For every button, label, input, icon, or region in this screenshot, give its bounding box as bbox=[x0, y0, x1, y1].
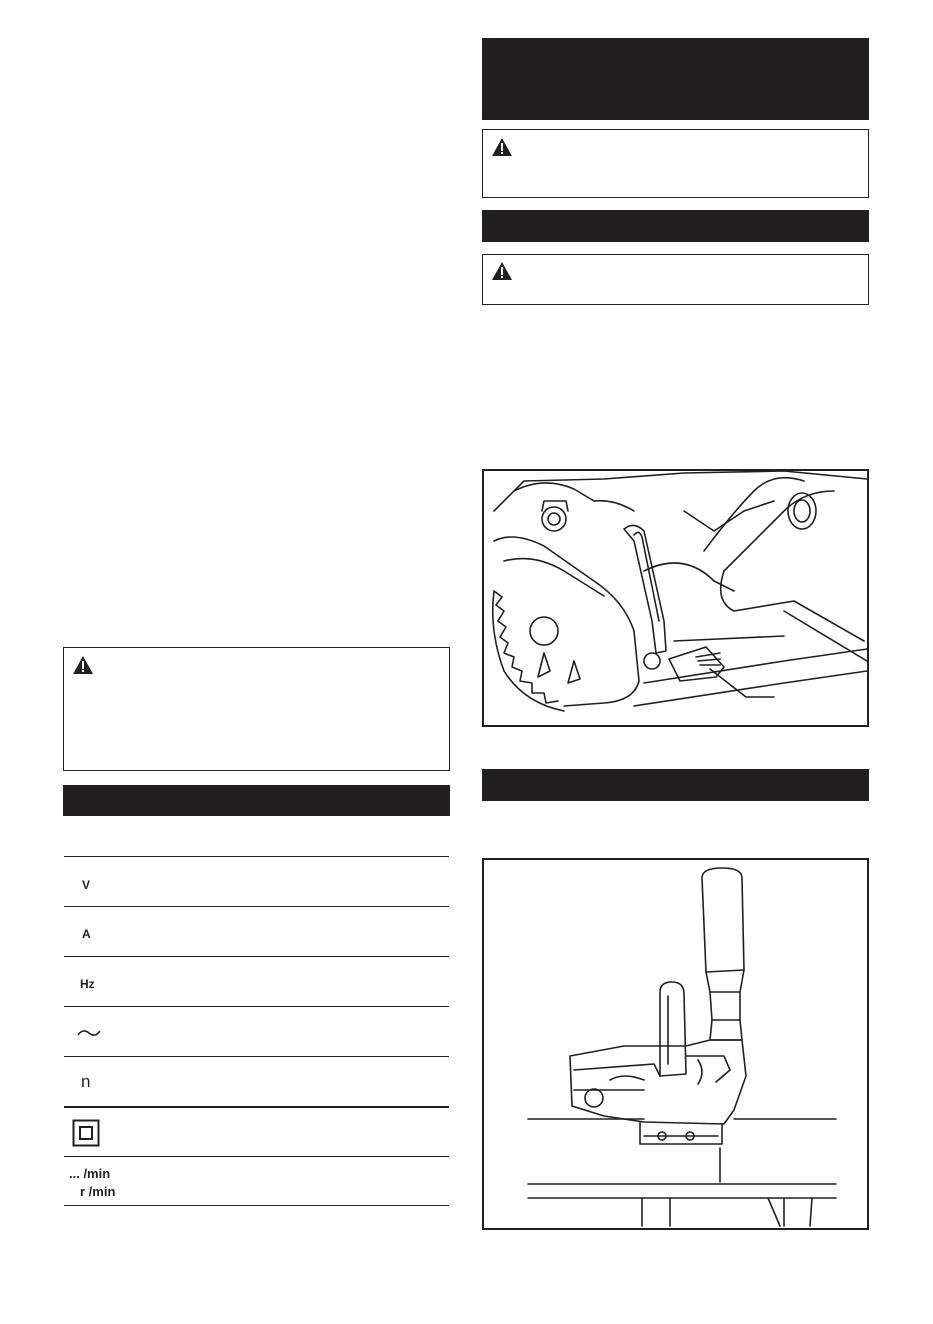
section-title-block bbox=[482, 38, 869, 120]
per-min-label-2: r /min bbox=[80, 1184, 116, 1199]
class-ii-double-insulation-icon bbox=[72, 1119, 100, 1147]
symbols-table bbox=[64, 856, 449, 1208]
table-row bbox=[64, 1056, 449, 1107]
warning-box-3 bbox=[63, 647, 450, 771]
figure-lever-illustration bbox=[482, 469, 869, 727]
figure-cutting-illustration bbox=[482, 858, 869, 1230]
section-header-bar bbox=[482, 769, 869, 801]
warning-box-1 bbox=[482, 129, 869, 198]
table-row bbox=[64, 1106, 449, 1158]
warning-triangle-icon bbox=[72, 655, 94, 675]
warning-triangle-icon bbox=[491, 137, 513, 157]
warning-box-2 bbox=[482, 254, 869, 305]
section-header-bar bbox=[482, 210, 869, 242]
section-header-bar bbox=[63, 785, 450, 816]
table-bottom-rule bbox=[64, 1205, 449, 1206]
table-row bbox=[64, 956, 449, 1007]
per-min-label-1: ... /min bbox=[69, 1166, 111, 1181]
volts-symbol: V bbox=[82, 878, 91, 892]
table-row bbox=[64, 1156, 449, 1206]
hertz-symbol: Hz bbox=[80, 977, 95, 991]
saw-lever-drawing bbox=[484, 471, 867, 725]
warning-triangle-icon bbox=[491, 261, 513, 281]
table-row bbox=[64, 856, 449, 907]
speed-symbol: n bbox=[81, 1072, 91, 1091]
table-row bbox=[64, 906, 449, 957]
alternating-current-icon bbox=[76, 1027, 102, 1039]
table-row bbox=[64, 1006, 449, 1057]
saw-side-view-drawing bbox=[484, 860, 867, 1228]
amperes-symbol: A bbox=[82, 927, 91, 941]
